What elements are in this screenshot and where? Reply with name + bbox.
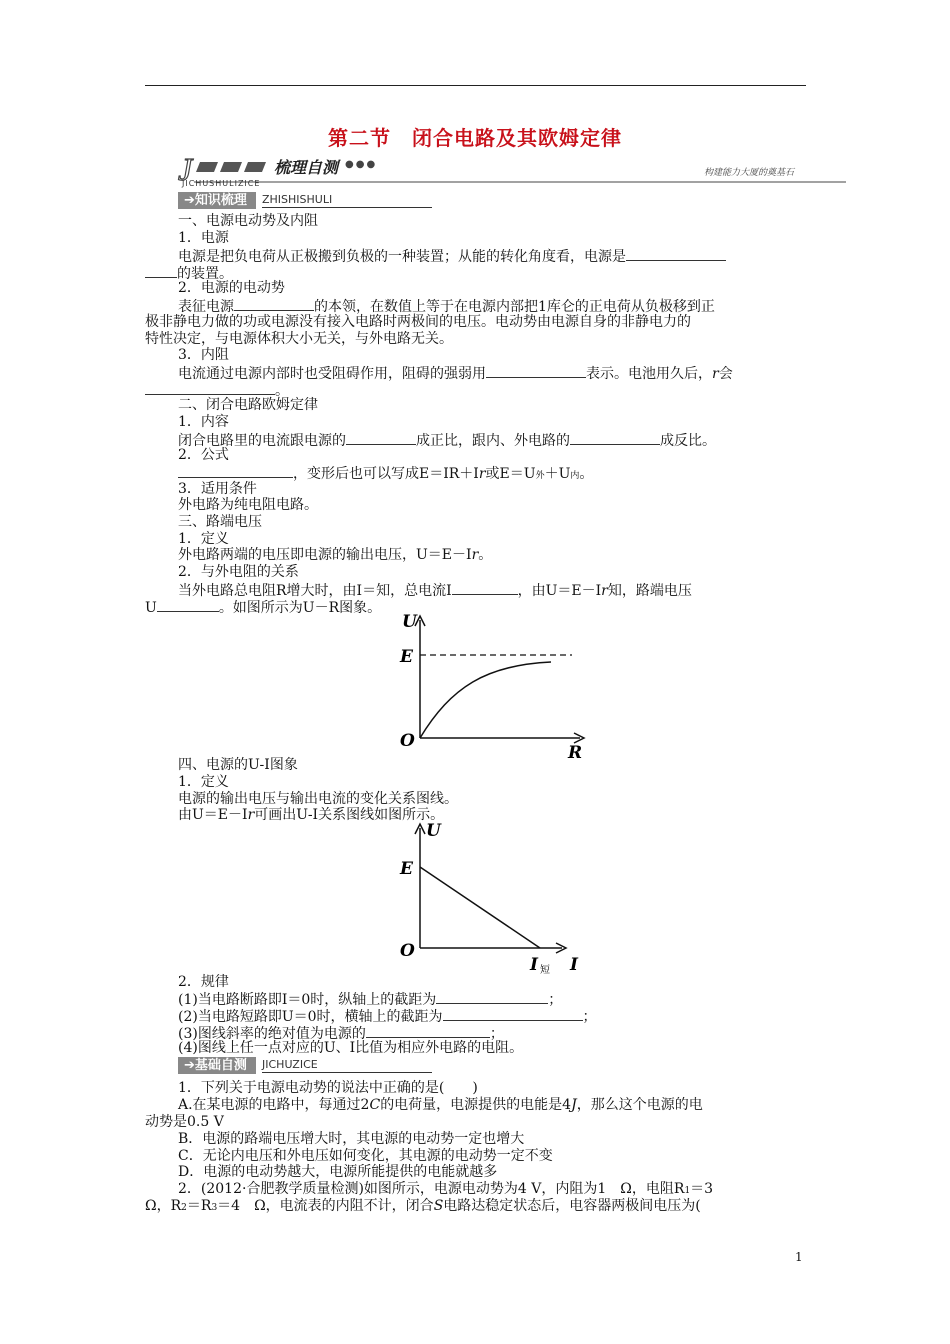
section-pinyin: ZHISHISHULI bbox=[262, 192, 432, 208]
page-number: 1 bbox=[795, 1250, 803, 1264]
x-axis-label: I bbox=[570, 955, 578, 975]
banner-pinyin: JICHUSHULIZICE bbox=[182, 179, 261, 188]
arrow-icon: ➔ bbox=[184, 193, 195, 208]
heading: 四、电源的U-I图象 bbox=[178, 757, 298, 773]
banner-motto: 构建能力大厦的奠基石 bbox=[704, 168, 795, 178]
option-a: A.在某电源的电路中，每通过2C的电荷量，电源提供的电能是4J，那么这个电源的电 bbox=[178, 1097, 703, 1113]
banner-title: 梳理自测 bbox=[274, 158, 339, 177]
origin-label: O bbox=[400, 941, 415, 961]
subheading: 1．电源 bbox=[178, 230, 229, 246]
option-b: B．电源的路端电压增大时，其电源的电动势一定也增大 bbox=[178, 1131, 525, 1147]
banner-dots: ●●● bbox=[345, 159, 378, 170]
i-short-subscript: 短 bbox=[540, 965, 550, 976]
option-a-cont: 动势是0.5 V bbox=[145, 1114, 224, 1130]
y-axis-label: U bbox=[402, 612, 417, 632]
question-stem: 2．(2012·合肥教学质量检测)如图所示，电源电动势为4 V，内阻为1 Ω，电阻R1＝3 bbox=[178, 1181, 714, 1197]
blank bbox=[157, 598, 219, 612]
banner-stripe-3 bbox=[244, 162, 266, 172]
subheading: 2．公式 bbox=[178, 447, 229, 463]
arrow-icon: ➔ bbox=[184, 1058, 195, 1073]
section-bar bbox=[178, 192, 256, 209]
text-line: U 。如图所示为U－R图象。 bbox=[145, 600, 382, 616]
question-stem: 1．下列关于电源电动势的说法中正确的是( ) bbox=[178, 1080, 478, 1096]
u-r-curve bbox=[420, 662, 551, 738]
section-title: 知识梳理 bbox=[194, 193, 247, 208]
blank bbox=[366, 1024, 490, 1038]
x-axis-label: R bbox=[568, 743, 583, 762]
text-line: 极非静电力做的功或电源没有接入电路时两极间的电压。电动势由电源自身的非静电力的 bbox=[145, 314, 691, 330]
blank bbox=[452, 581, 518, 595]
blank bbox=[178, 464, 293, 478]
u-i-graph bbox=[396, 818, 596, 976]
blank bbox=[436, 990, 548, 1004]
subheading: 1．定义 bbox=[178, 531, 229, 547]
banner-stripe-2 bbox=[220, 162, 242, 172]
blank bbox=[145, 264, 177, 278]
text-line: (4)图线上任一点对应的U、I比值为相应外电路的电阻。 bbox=[178, 1040, 524, 1056]
u-i-line bbox=[420, 867, 540, 948]
banner-stripe-1 bbox=[196, 162, 218, 172]
section-title: 基础自测 bbox=[194, 1058, 247, 1073]
subheading: 2．电源的电动势 bbox=[178, 280, 285, 296]
top-rule bbox=[145, 85, 806, 86]
blank bbox=[234, 297, 314, 311]
section-pinyin: JICHUZICE bbox=[262, 1057, 432, 1073]
heading: 三、路端电压 bbox=[178, 514, 262, 530]
text-line: (3)图线斜率的绝对值为电源的 ； bbox=[178, 1026, 504, 1042]
question-stem-cont: Ω，R2＝R3＝4 Ω，电流表的内阻不计，闭合S电路达稳定状态后，电容器两极间电压为( bbox=[145, 1198, 701, 1214]
text-line: 。 bbox=[145, 381, 289, 400]
blank bbox=[570, 431, 660, 445]
text-line: 表征电源 的本领，在数值上等于在电源内部把1库仑的正电荷从负极移到正 bbox=[178, 299, 715, 315]
section-banner bbox=[176, 150, 846, 190]
u-r-graph bbox=[396, 612, 596, 762]
subheading: 3．内阻 bbox=[178, 347, 229, 363]
text-line: 当外电路总电阻R增大时，由I＝知，总电流I ，由U＝E－Ir知，路端电压 bbox=[178, 583, 692, 599]
subheading: 2．规律 bbox=[178, 974, 229, 990]
y-axis-label: U bbox=[426, 821, 441, 841]
subheading: 1．内容 bbox=[178, 414, 229, 430]
blank bbox=[486, 364, 586, 378]
banner-j-logo: J bbox=[178, 151, 193, 187]
option-d: D．电源的电动势越大，电源所能提供的电能就越多 bbox=[178, 1164, 498, 1180]
page-title: 第二节 闭合电路及其欧姆定律 bbox=[328, 126, 622, 150]
text-line: 的装置。 bbox=[145, 264, 233, 283]
text-line: 电流通过电源内部时也受阻碍作用，阻碍的强弱用 表示。电池用久后，r会 bbox=[178, 366, 733, 382]
e-label: E bbox=[400, 859, 413, 879]
subheading: 2．与外电阻的关系 bbox=[178, 564, 299, 580]
blank bbox=[626, 247, 726, 261]
text-line: (1)当电路断路即I＝0时，纵轴上的截距为 ； bbox=[178, 992, 563, 1008]
text-line: 电源的输出电压与输出电流的变化关系图线。 bbox=[178, 791, 458, 807]
heading: 一、电源电动势及内阻 bbox=[178, 213, 318, 229]
subheading: 1．定义 bbox=[178, 774, 229, 790]
text-line: 电源是把负电荷从正极搬到负极的一种装置；从能的转化角度看，电源是 bbox=[178, 247, 726, 266]
text-line: 闭合电路里的电流跟电源的 成正比，跟内、外电路的 成反比。 bbox=[178, 433, 716, 449]
blank bbox=[145, 381, 275, 395]
i-short-label: I bbox=[530, 955, 538, 975]
origin-label: O bbox=[400, 731, 415, 751]
text-line: ，变形后也可以写成E＝IR＋Ir或E＝U外＋U内。 bbox=[178, 464, 593, 485]
option-c: C．无论内电压和外电压如何变化，其电源的电动势一定不变 bbox=[178, 1148, 553, 1164]
section-bar bbox=[178, 1057, 256, 1074]
text-line: 特性决定，与电源体积大小无关，与外电路无关。 bbox=[145, 331, 453, 347]
subheading: 3．适用条件 bbox=[178, 481, 257, 497]
heading: 二、闭合电路欧姆定律 bbox=[178, 397, 318, 413]
blank bbox=[346, 431, 416, 445]
text-line: (2)当电路短路即U＝0时，横轴上的截距为 ； bbox=[178, 1009, 597, 1025]
text-line: 由U＝E－Ir可画出U-I关系图线如图所示。 bbox=[178, 807, 445, 823]
text-line: 外电路为纯电阻电路。 bbox=[178, 497, 318, 513]
blank bbox=[443, 1007, 583, 1021]
e-label: E bbox=[400, 647, 413, 667]
text-line: 外电路两端的电压即电源的输出电压，U＝E－Ir。 bbox=[178, 547, 493, 563]
